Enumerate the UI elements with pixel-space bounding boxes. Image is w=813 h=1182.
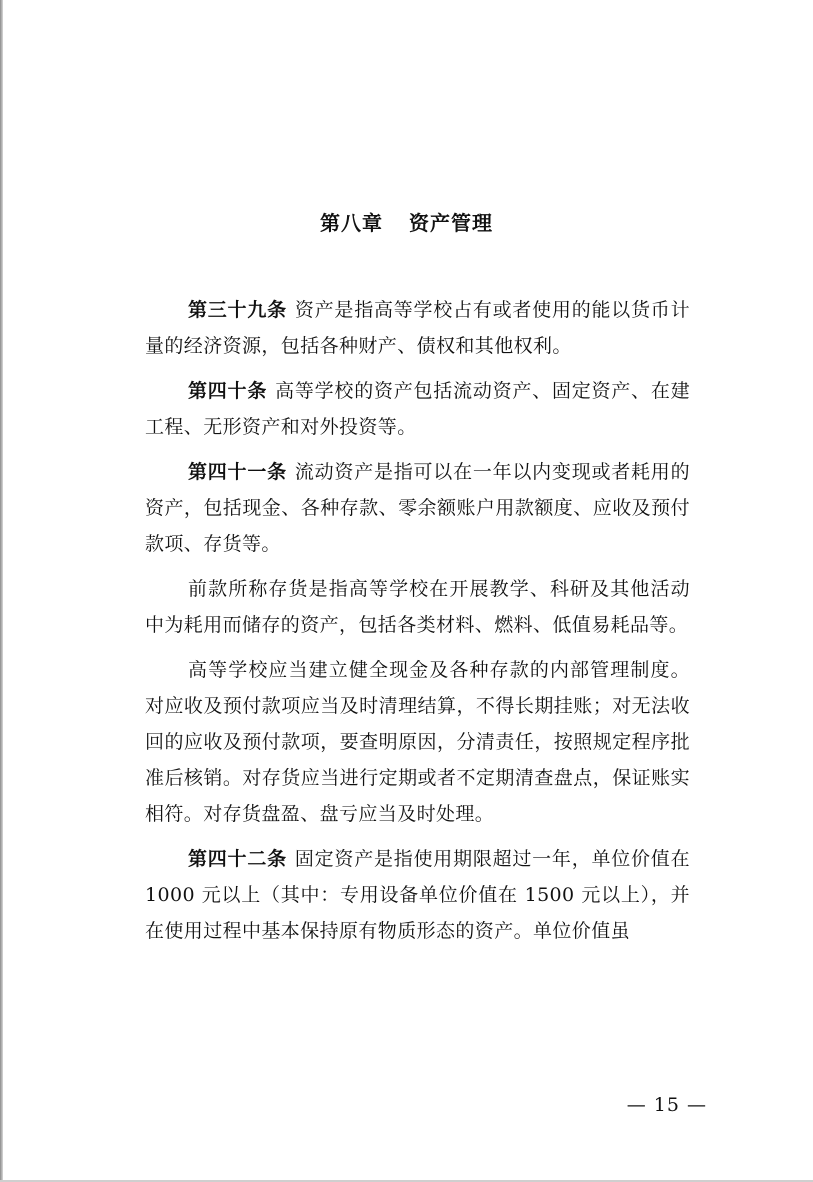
scan-edge [0,0,3,1182]
paragraph-text: 高等学校应当建立健全现金及各种存款的内部管理制度。对应收及预付款项应当及时清理结算，不得长期挂账；对无法收回的应收及预付款项，要查明原因，分清责任，按照规定程序批准后核销。对存货应当进行定期或者不定期清查盘点，保证账实相符。对存货盘盈、盘亏应当及时处理。 [145,659,690,825]
paragraph [145,454,690,562]
paragraph [145,652,690,832]
page-number: — 15 — [626,1094,707,1116]
article-number: 第四十二条 [188,848,287,870]
paragraph [145,841,690,949]
document-body [145,292,690,958]
paragraph [145,373,690,445]
paragraph-text: 前款所称存货是指高等学校在开展教学、科研及其他活动中为耗用而储存的资产，包括各类材料、燃料、低值易耗品等。 [145,578,690,636]
chapter-number: 第八章 [320,211,383,235]
article-number: 第四十一条 [188,461,287,483]
paragraph [145,571,690,643]
paragraph [145,292,690,364]
chapter-name: 资产管理 [409,211,493,235]
chapter-title [0,208,813,238]
paragraph-text: 资产是指高等学校占有或者使用的能以货币计量的经济资源，包括各种财产、债权和其他权利。 [145,299,690,357]
paragraph-text: 固定资产是指使用期限超过一年，单位价值在 1000 元以上（其中：专用设备单位价值在 1500 元以上），并在使用过程中基本保持原有物质形态的资产。单位价值虽 [145,848,690,942]
article-number: 第三十九条 [188,299,287,321]
paragraph-text: 高等学校的资产包括流动资产、固定资产、在建工程、无形资产和对外投资等。 [145,380,690,438]
article-number: 第四十条 [188,380,268,402]
paragraph-text: 流动资产是指可以在一年以内变现或者耗用的资产，包括现金、各种存款、零余额账户用款额度、应收及预付款项、存货等。 [145,461,690,555]
